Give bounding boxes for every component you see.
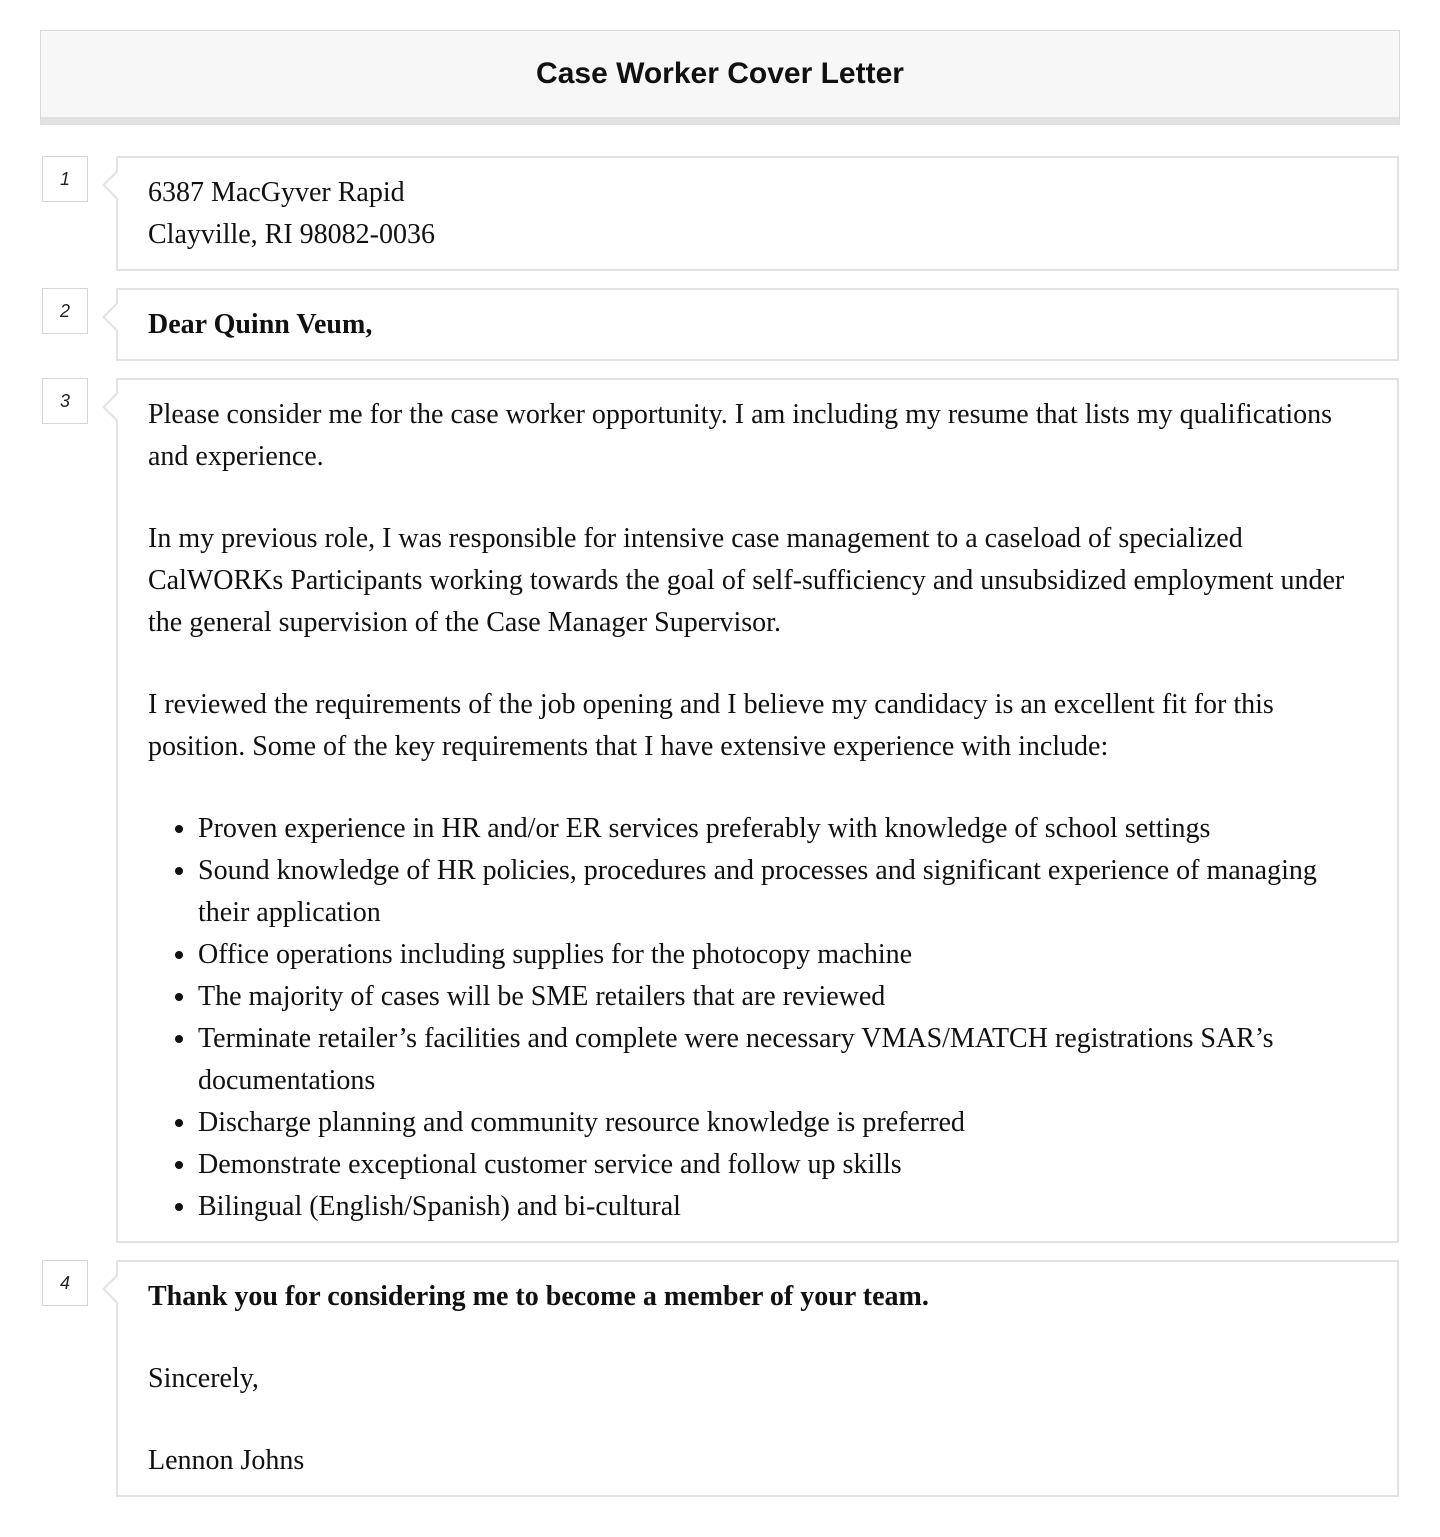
sign-off: Sincerely, (148, 1363, 259, 1394)
section-number: 3 (42, 378, 88, 424)
requirements-list (148, 808, 1367, 1228)
body-paragraph: Please consider me for the case worker opportunity. I am including my resume that lists my qualifications and experience. (148, 399, 1332, 472)
address-box (116, 156, 1399, 271)
page-header (40, 30, 1400, 125)
body-paragraph: I reviewed the requirements of the job opening and I believe my candidacy is an excellent fit for this position. Some of the key requirements that I have extensive experience with include: (148, 689, 1274, 762)
list-item: • Sound knowledge of HR policies, procedures and processes and significant experience of managing their application (198, 850, 1367, 934)
list-item: • The majority of cases will be SME retailers that are reviewed (198, 976, 1367, 1018)
list-item: • Bilingual (English/Spanish) and bi-cultural (198, 1186, 1367, 1228)
section-number: 4 (42, 1260, 88, 1306)
address-line-2: Clayville, RI 98082-0036 (148, 219, 435, 250)
address-line-1: 6387 MacGyver Rapid (148, 177, 405, 208)
salutation-box (116, 288, 1399, 361)
list-item: • Demonstrate exceptional customer service and follow up skills (198, 1144, 1367, 1186)
salutation: Dear Quinn Veum, (148, 309, 373, 340)
body-box (116, 378, 1399, 1243)
closing-statement: Thank you for considering me to become a member of your team. (148, 1281, 929, 1312)
list-item: • Office operations including supplies for the photocopy machine (198, 934, 1367, 976)
list-item: • Terminate retailer’s facilities and complete were necessary VMAS/MATCH registrations SAR’s documentations (198, 1018, 1367, 1102)
body-paragraph: In my previous role, I was responsible for intensive case management to a caseload of specialized CalWORKs Participants working towards the goal of self-sufficiency and unsubsidized employment under the general supervision of the Case Manager Supervisor. (148, 523, 1345, 638)
list-item: • Discharge planning and community resource knowledge is preferred (198, 1102, 1367, 1144)
signature-name: Lennon Johns (148, 1445, 305, 1476)
closing-box (116, 1260, 1399, 1497)
section-number: 1 (42, 156, 88, 202)
section-number: 2 (42, 288, 88, 334)
page-title: Case Worker Cover Letter (536, 57, 904, 90)
list-item: • Proven experience in HR and/or ER services preferably with knowledge of school settings (198, 808, 1367, 850)
